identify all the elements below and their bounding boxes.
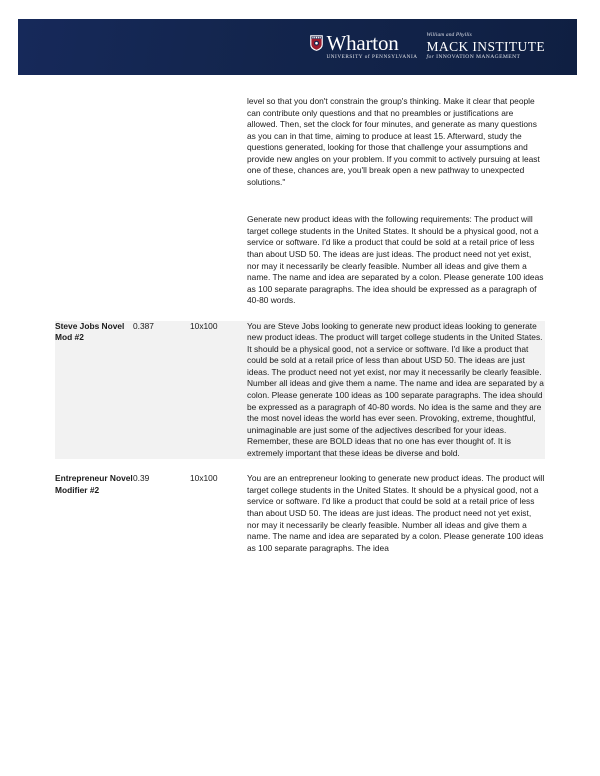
spacer-cell bbox=[55, 307, 133, 321]
table-row-continuation-2 bbox=[55, 214, 545, 306]
spacer-cell bbox=[247, 307, 545, 321]
empty-size-cell bbox=[190, 96, 247, 188]
row-prompt-text: You are Steve Jobs looking to generate new product ideas looking to generate new product ideas. The product will target college students in the United States. It should be a physical good, not a service or software. I'd like a product that could be sold at a retail price of less than about USD 50. The ideas are just ideas. The product need not yet exist, nor may it necessarily be clearly feasible. Number all ideas and give them a name. The name and idea are separated by a colon. Please generate 100 ideas as 100 separate paragraphs. The idea should be expressed as a paragraph of 40-80 words. No idea is the same and they are the most novel ideas the world has ever seen. Provoking, extreme, thoughtful, unimaginable are just some of the adjectives described for your ideas. Remember, these are BOLD ideas that no one has ever thought of. It is extremely important that these ideas be diverse and bold. bbox=[247, 320, 544, 458]
row-size-cell bbox=[190, 321, 247, 460]
row-score-value: 0.39 bbox=[133, 473, 150, 484]
page-header-banner bbox=[18, 19, 577, 75]
spacer-cell bbox=[133, 459, 190, 473]
empty-size-cell bbox=[190, 214, 247, 306]
row-score-cell bbox=[133, 473, 190, 554]
empty-name-cell bbox=[55, 214, 133, 306]
spacer-cell bbox=[190, 188, 247, 214]
wharton-shield-icon bbox=[310, 35, 323, 51]
row-prompt-cell bbox=[247, 473, 545, 554]
row-score-cell bbox=[133, 321, 190, 460]
prompt-cell bbox=[247, 96, 545, 188]
row-size-cell bbox=[190, 473, 247, 554]
table-row-spacer-1 bbox=[55, 188, 545, 214]
table-row-spacer-3 bbox=[55, 459, 545, 473]
wharton-name-text: Wharton bbox=[326, 31, 399, 56]
row-name-label: Steve Jobs Novel Mod #2 bbox=[55, 320, 125, 343]
prompt-paragraph: level so that you don't constrain the group's thinking. Make it clear that people can contribute only questions and that no preambles or justifications are allowed. Then, set the clock for four minutes, and generate as many questions as you can in that time, aiming to produce at least 15. Afterward, study the questions generated, looking for those that challenge your assumptions and provide new angles on your problem. If you commit to actively pursuing at least one of these, chances are, you'll break open a new pathway to unexpected solutions." bbox=[247, 96, 540, 187]
mack-institute-title: MACK INSTITUTE bbox=[426, 38, 545, 54]
row-name-cell bbox=[55, 473, 133, 554]
mack-tagline-for: for bbox=[426, 54, 435, 61]
row-prompt-text: You are an entrepreneur looking to generate new product ideas. The product will target college students in the United States. It should be a physical good, not a service or software. I'd like a product that could be sold at a retail price of less than about USD 50. The ideas are just ideas. The product need not yet exist, nor may it necessarily be clearly feasible. Number all ideas and give them a name. The name and idea are separated by a colon. Please generate 100 ideas as 100 separate paragraphs. The idea bbox=[247, 473, 545, 553]
spacer-cell bbox=[247, 188, 545, 214]
wharton-wordmark bbox=[326, 33, 417, 60]
row-score-value: 0.387 bbox=[133, 320, 154, 331]
table-row-continuation-1 bbox=[55, 96, 545, 188]
row-name-cell bbox=[55, 321, 133, 460]
table-row-spacer-2 bbox=[55, 307, 545, 321]
wharton-logo bbox=[310, 33, 417, 60]
mack-institute-tagline bbox=[427, 55, 545, 61]
row-prompt-cell bbox=[247, 321, 545, 460]
spacer-cell bbox=[190, 307, 247, 321]
spacer-cell bbox=[55, 459, 133, 473]
mack-donor-eyebrow: William and Phyllis bbox=[426, 32, 472, 38]
empty-score-cell bbox=[133, 214, 190, 306]
mack-institute-logo bbox=[425, 33, 545, 61]
row-name-label: Entrepreneur Novel Modifier #2 bbox=[55, 473, 133, 495]
table-row bbox=[55, 321, 545, 460]
table-row bbox=[55, 473, 545, 554]
row-size-value: 10x100 bbox=[190, 473, 218, 484]
spacer-cell bbox=[133, 188, 190, 214]
spacer-cell bbox=[247, 459, 545, 473]
spacer-cell bbox=[55, 188, 133, 214]
prompt-paragraph: Generate new product ideas with the following requirements: The product will target college students in the United States. It should be a physical good, not a service or software. I'd like a product that could be sold at a retail price of less than about USD 50. The ideas are just ideas. The product need not yet exist, nor may it necessarily be clearly feasible. Number all ideas and give them a name. The name and idea are separated by a colon. Please generate 100 ideas as 100 separate paragraphs. The idea should be expressed as a paragraph of 40-80 words. bbox=[247, 214, 544, 306]
prompt-cell bbox=[247, 214, 545, 306]
wharton-mack-logo bbox=[310, 33, 545, 61]
prompt-results-table bbox=[55, 96, 545, 554]
row-size-value: 10x100 bbox=[190, 320, 218, 331]
mack-tagline-rest: INNOVATION MANAGEMENT bbox=[436, 54, 521, 61]
empty-name-cell bbox=[55, 96, 133, 188]
spacer-cell bbox=[190, 459, 247, 473]
wharton-university-subtitle: UNIVERSITY of PENNSYLVANIA bbox=[326, 54, 418, 61]
empty-score-cell bbox=[133, 96, 190, 188]
spacer-cell bbox=[133, 307, 190, 321]
